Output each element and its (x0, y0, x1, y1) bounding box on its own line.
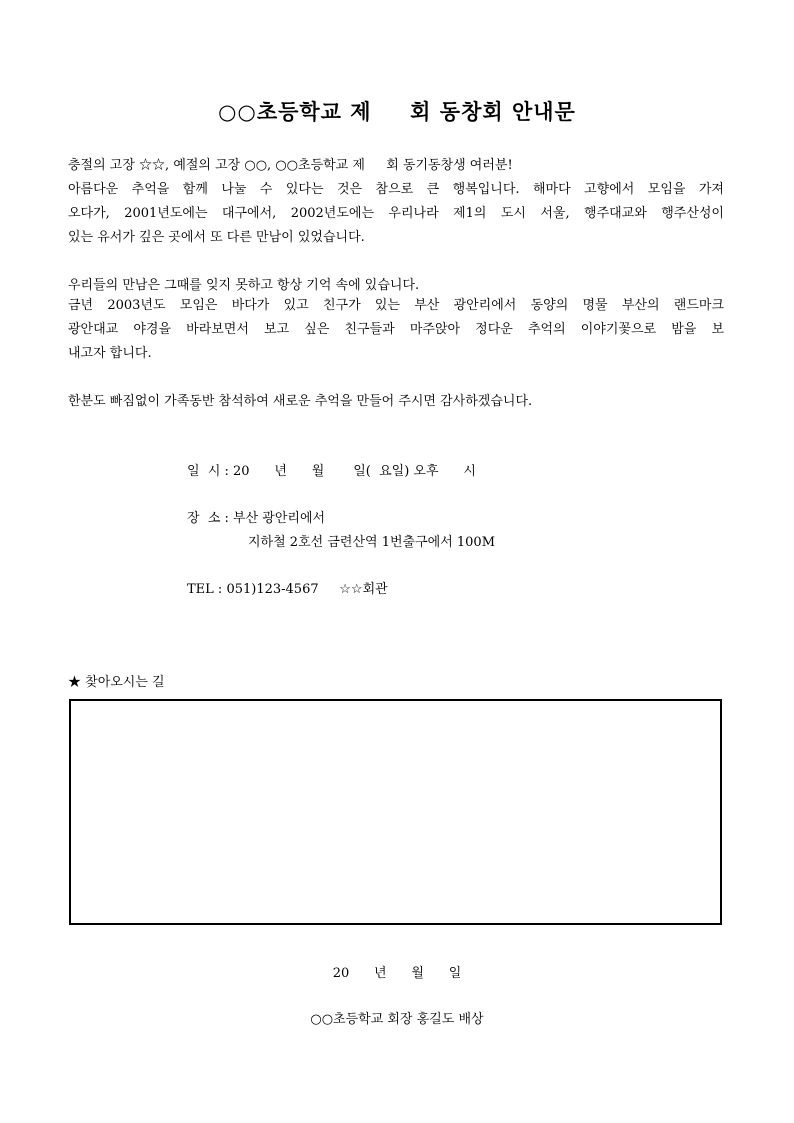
text-line: 금년 2003년도 모임은 바다가 있고 친구가 있는 부산 광안리에서 동양의 명물 부산의 랜드마크 (68, 298, 724, 313)
document-title: ○○초등학교 제 회 동창회 안내문 (218, 99, 576, 124)
footer-signature: ○○초등학교 회장 홍길도 배상 (310, 1012, 484, 1027)
event-place-detail: 지하철 2호선 금련산역 1번출구에서 100M (248, 535, 496, 550)
text-line: 내고자 합니다. (68, 346, 152, 361)
map-heading: ★ 찾아오시는 길 (68, 675, 165, 690)
event-tel: TEL : 051)123-4567 ☆☆회관 (187, 582, 388, 597)
event-datetime: 일 시 : 20 년 월 일( 요일) 오후 시 (187, 464, 476, 479)
text-line: 있는 유서가 깊은 곳에서 또 다른 만남이 있었습니다. (68, 230, 365, 245)
text-line: 충절의 고장 ☆☆, 예절의 고장 ○○, ○○초등학교 제 회 동기동창생 여러분! (68, 158, 513, 173)
event-place: 장 소 : 부산 광안리에서 (187, 511, 326, 526)
footer-date: 20 년 월 일 (332, 966, 462, 981)
paragraph-closing: 한분도 빠짐없이 가족동반 참석하여 새로운 추억을 만들어 주시면 감사하겠습니다. (68, 394, 533, 409)
map-box (69, 699, 722, 925)
text-line: 오다가, 2001년도에는 대구에서, 2002년도에는 우리나라 제1의 도시 서울, 행주대교와 행주산성이 (68, 206, 724, 221)
text-line: 광안대교 야경을 바라보면서 보고 싶은 친구들과 마주앉아 정다운 추억의 이야기꽃으로 밤을 보 (68, 322, 724, 337)
text-line: 우리들의 만남은 그때를 잊지 못하고 항상 기억 속에 있습니다. (68, 278, 420, 293)
text-line: 아름다운 추억을 함께 나눌 수 있다는 것은 참으로 큰 행복입니다. 해마다 고향에서 모임을 가져 (68, 182, 724, 197)
